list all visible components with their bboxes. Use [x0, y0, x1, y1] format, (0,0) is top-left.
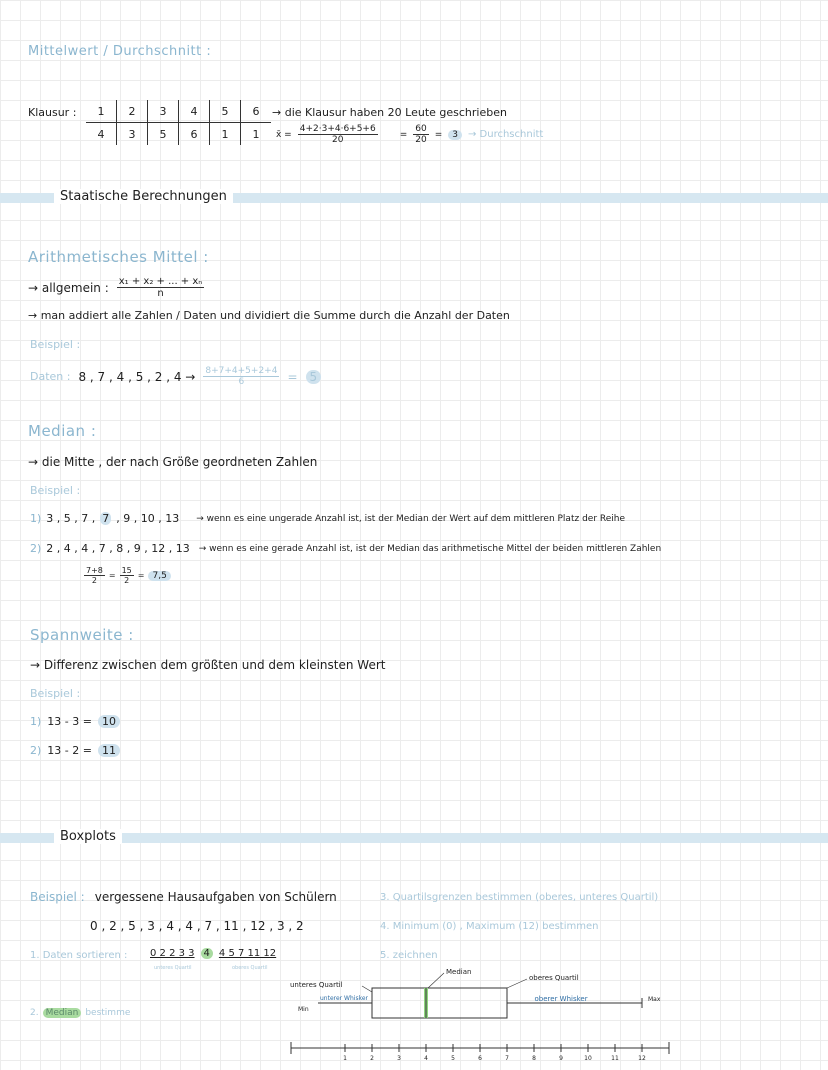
spannweite-ex1-result: 10 — [98, 715, 120, 728]
step2-median: Median — [43, 1008, 82, 1018]
boxplot-beispiel-label: Beispiel : — [30, 890, 85, 904]
section-title-statistik: Staatische Berechnungen — [54, 189, 233, 204]
upper-whisker-label: oberer Whisker — [534, 995, 588, 1003]
klausur-table — [86, 100, 271, 145]
axis-tick-label: 12 — [638, 1055, 646, 1062]
median-example-1 — [30, 512, 625, 525]
grade-cell: 4 — [179, 100, 210, 123]
lower-quartile-pointer — [362, 986, 372, 992]
boxplot-svg — [0, 960, 828, 1070]
daten-label: Daten : — [30, 370, 71, 383]
spannweite-ex1-calc: 13 - 3 = — [47, 715, 92, 728]
count-cell: 5 — [148, 123, 179, 146]
formula-fraction — [298, 124, 378, 145]
formula2-denominator: 20 — [415, 135, 427, 145]
median-ex2-note: → wenn es eine gerade Anzahl ist, ist der Median das arithmetische Mittel der beiden mittleren Zahlen — [198, 543, 662, 554]
arith-general — [28, 276, 204, 299]
spannweite-heading: Spannweite : — [30, 626, 134, 644]
boxplot-figure — [290, 968, 669, 1062]
step2-suffix: bestimme — [85, 1008, 131, 1018]
grade-cell: 2 — [117, 100, 148, 123]
lower-quartile-label: unteres Quartil — [290, 981, 343, 989]
axis-tick-label: 11 — [611, 1055, 619, 1062]
formula-denominator: 20 — [331, 135, 344, 145]
axis-tick-label: 9 — [559, 1055, 563, 1062]
spannweite-ex2-calc: 13 - 2 = — [47, 744, 92, 757]
median-ex2-values: 2 , 4 , 4 , 7 , 8 , 9 , 12 , 13 — [46, 542, 190, 555]
median-ex1-values-pre: 3 , 5 , 7 , — [46, 512, 96, 525]
axis-tick-label: 1 — [343, 1055, 347, 1062]
median-beispiel-label: Beispiel : — [30, 484, 81, 497]
min-label: Min — [298, 1006, 309, 1013]
axis-tick-label: 10 — [584, 1055, 592, 1062]
median-ex2-frac2-den: 2 — [124, 576, 130, 585]
median-label: Median — [446, 968, 472, 976]
arith-heading: Arithmetisches Mittel : — [28, 248, 209, 266]
axis-tick-label: 2 — [370, 1055, 374, 1062]
arith-formula — [117, 276, 205, 299]
count-cell: 1 — [210, 123, 241, 146]
median-example-2 — [30, 542, 661, 555]
section-title-boxplots: Boxplots — [54, 829, 122, 844]
section-band — [0, 833, 828, 843]
spannweite-example-2 — [30, 744, 120, 757]
daten-eq: = — [287, 369, 298, 384]
spannweite-description: → Differenz zwischen dem größten und dem kleinsten Wert — [30, 658, 386, 672]
axis-tick-label: 6 — [478, 1055, 482, 1062]
spannweite-example-1 — [30, 715, 120, 728]
boxplot-sorted-data — [150, 948, 276, 959]
mittelwert-result-note: → Durchschnitt — [467, 129, 544, 140]
median-ex2-frac1-den: 2 — [91, 576, 97, 585]
formula-lhs: x̄ = — [276, 129, 292, 140]
lower-whisker-label: unterer Whisker — [320, 995, 368, 1002]
median-ex2-frac1 — [84, 566, 105, 585]
median-ex2-calc — [84, 566, 171, 585]
axis-tick-label: 5 — [451, 1055, 455, 1062]
axis-tick-label: 4 — [424, 1055, 428, 1062]
spannweite-ex2-number: 2) — [30, 744, 42, 757]
mittelwert-result: 3 — [448, 130, 462, 140]
boxplot-step5: 5. zeichnen — [380, 950, 438, 961]
sorted-upper-half: 4 5 7 11 12 — [218, 948, 277, 959]
arith-description: → man addiert alle Zahlen / Daten und dividiert die Summe durch die Anzahl der Daten — [28, 309, 510, 322]
upper-quartile-pointer — [507, 979, 527, 988]
formula2-numerator: 60 — [415, 124, 427, 134]
formula-eq2: = — [434, 129, 443, 140]
boxplot-step3: 3. Quartilsgrenzen bestimmen (oberes, unteres Quartil) — [380, 892, 659, 903]
grade-cell: 1 — [86, 100, 117, 123]
median-ex2-eq2: = — [137, 571, 145, 580]
count-cell: 3 — [117, 123, 148, 146]
upper-quartile-label: oberes Quartil — [529, 974, 579, 982]
formula-eq1: = — [399, 129, 408, 140]
daten-values: 8 , 7 , 4 , 5 , 2 , 4 → — [78, 369, 196, 384]
daten-calc-numerator: 8+7+4+5+2+4 — [205, 366, 278, 376]
daten-calc — [203, 366, 279, 387]
boxplot-example-title-row — [30, 890, 337, 904]
sorted-lower-half: 0 2 2 3 3 — [150, 948, 195, 959]
mittelwert-heading: Mittelwert / Durchschnitt : — [28, 44, 212, 59]
klausur-label: Klausur : — [28, 106, 77, 119]
median-ex2-result: 7,5 — [148, 571, 170, 581]
arith-formula-denominator: n — [157, 288, 164, 299]
arith-result: 5 — [306, 370, 322, 384]
klausur-note: → die Klausur haben 20 Leute geschrieben — [272, 106, 507, 119]
axis-tick-label: 7 — [505, 1055, 509, 1062]
sorted-median: 4 — [201, 948, 213, 959]
median-ex2-number: 2) — [30, 542, 42, 555]
boxplot-data-values: 0 , 2 , 5 , 3 , 4 , 4 , 7 , 11 , 12 , 3 , 2 — [90, 919, 304, 933]
median-ex2-eq1: = — [108, 571, 116, 580]
median-ex1-median: 7 — [102, 512, 110, 525]
spannweite-beispiel-label: Beispiel : — [30, 687, 81, 700]
arith-formula-numerator: x₁ + x₂ + ... + xₙ — [118, 276, 203, 287]
spannweite-ex2-result: 11 — [98, 744, 120, 757]
median-description: → die Mitte , der nach Größe geordneten Zahlen — [28, 455, 318, 469]
step2-prefix: 2. — [30, 1008, 39, 1018]
formula-fraction2 — [413, 124, 428, 145]
boxplot-step4: 4. Minimum (0) , Maximum (12) bestimmen — [380, 921, 599, 932]
median-ex2-frac2 — [120, 566, 134, 585]
median-ex1-values-post: , 9 , 10 , 13 — [116, 512, 180, 525]
boxplot-example-title: vergessene Hausaufgaben von Schülern — [94, 890, 337, 904]
mittelwert-formula — [276, 124, 543, 145]
spannweite-ex1-number: 1) — [30, 715, 42, 728]
median-heading: Median : — [28, 422, 97, 440]
grade-cell: 3 — [148, 100, 179, 123]
count-cell: 1 — [241, 123, 272, 146]
boxplot-step1: 1. Daten sortieren : — [30, 950, 128, 961]
sorted-upper-label: oberes Quartil — [232, 965, 268, 971]
count-cell: 6 — [179, 123, 210, 146]
axis-tick-label: 8 — [532, 1055, 536, 1062]
median-pointer — [428, 973, 444, 988]
arith-example — [30, 366, 321, 387]
arith-general-label: → allgemein : — [28, 280, 109, 295]
daten-calc-denominator: 6 — [238, 377, 245, 387]
median-ex2-frac2-num: 15 — [121, 566, 132, 575]
grade-cell: 6 — [241, 100, 272, 123]
formula-numerator: 4+2·3+4·6+5+6 — [299, 124, 376, 134]
sorted-lower-label: unteres Quartil — [154, 965, 192, 971]
max-label: Max — [648, 996, 661, 1003]
median-ex1-number: 1) — [30, 512, 42, 525]
count-cell: 4 — [97, 127, 105, 141]
box — [372, 988, 507, 1018]
axis-tick-label: 3 — [397, 1055, 401, 1062]
arith-beispiel-label: Beispiel : — [30, 338, 81, 351]
median-ex2-frac1-num: 7+8 — [86, 566, 103, 575]
grade-cell: 5 — [210, 100, 241, 123]
median-ex1-note: → wenn es eine ungerade Anzahl ist, ist der Median der Wert auf dem mittleren Platz der Reihe — [196, 513, 626, 524]
